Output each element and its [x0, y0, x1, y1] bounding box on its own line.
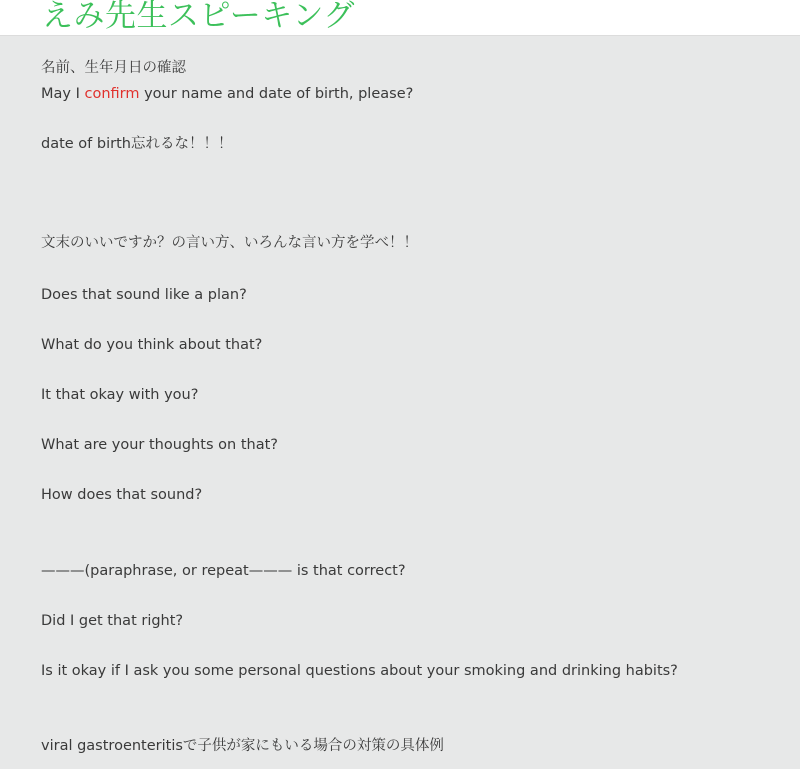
intro-heading: 名前、生年月日の確認 — [41, 60, 186, 76]
paraphrase-line: ———(paraphrase, or repeat——— is that correct? — [41, 563, 406, 579]
did-i-get-it: Did I get that right? — [41, 613, 184, 629]
phrase-item: What do you think about that? — [41, 337, 263, 353]
page-title: えみ先生スピーキング — [42, 0, 355, 34]
phrase-item: How does that sound? — [41, 487, 203, 503]
dob-note: date of birth忘れるな！！！ — [41, 136, 233, 152]
confirm-highlight: confirm — [84, 86, 140, 102]
viral-heading: viral gastroenteritisで子供が家にもいる場合の対策の具体例 — [41, 738, 444, 754]
phrase-item: What are your thoughts on that? — [41, 437, 278, 453]
phrase-item: It that okay with you? — [41, 387, 199, 403]
personal-question: Is it okay if I ask you some personal questions about your smoking and drinking habits? — [41, 663, 678, 679]
phrase-item: Does that sound like a plan? — [41, 287, 247, 303]
page-header — [0, 0, 800, 36]
confirm-sentence — [41, 84, 413, 104]
confirm-sentence-end: your name and date of birth, please? — [139, 86, 414, 102]
confirm-sentence-start: May I — [41, 86, 85, 102]
ending-heading: 文末のいいですか？の言い方、いろんな言い方を学べ！！ — [41, 235, 418, 251]
